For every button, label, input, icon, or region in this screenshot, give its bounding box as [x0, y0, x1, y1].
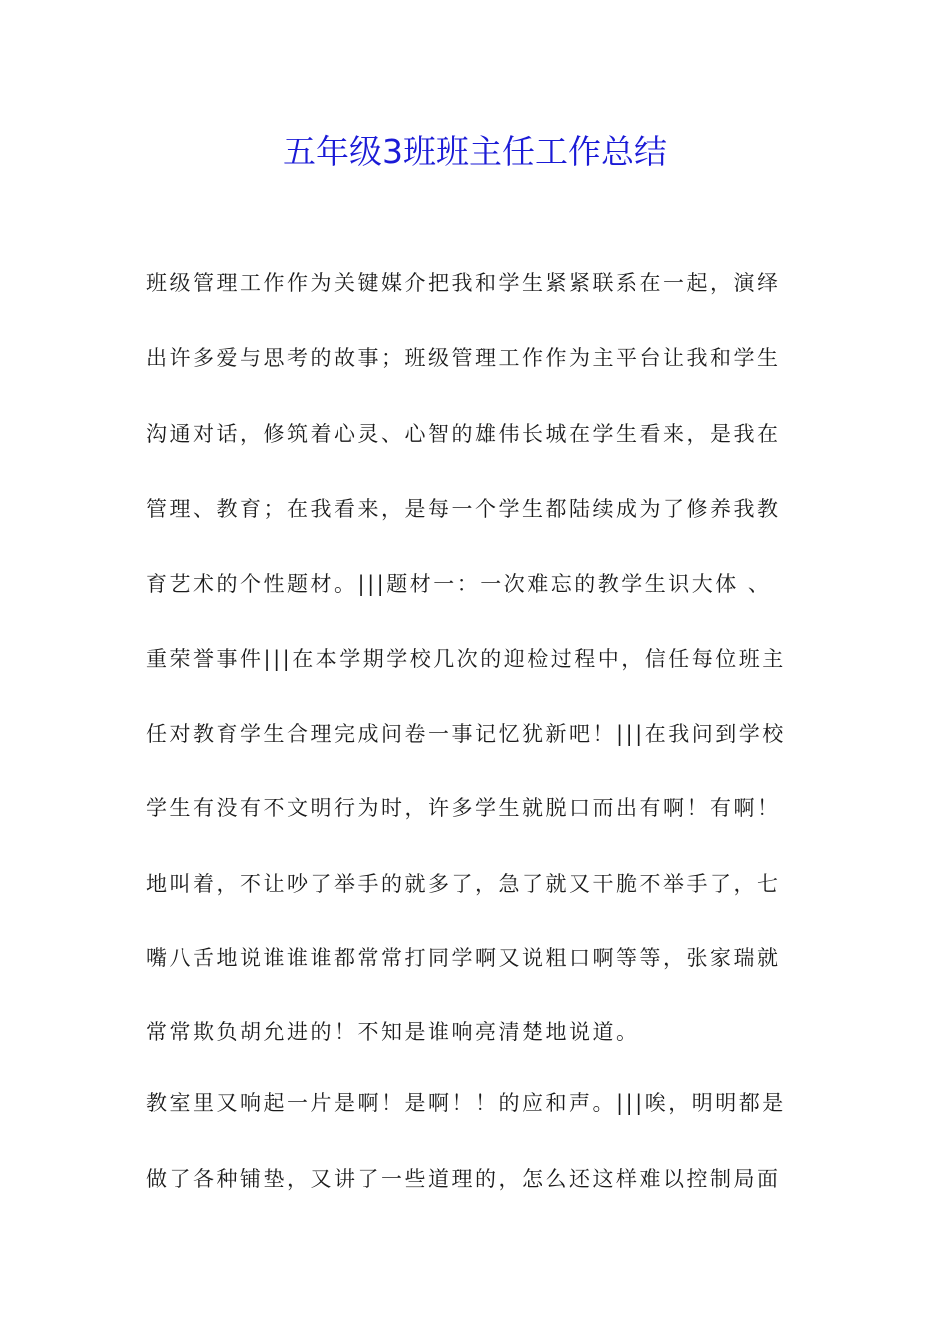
body-line-7: 任对教育学生合理完成问卷一事记忆犹新吧！|||在我问到学校: [146, 722, 786, 746]
body-line-6: 重荣誉事件|||在本学期学校几次的迎检过程中，信任每位班主: [146, 647, 786, 671]
body-line-8: 学生有没有不文明行为时，许多学生就脱口而出有啊！有啊！: [146, 796, 781, 820]
body-line-13: 做了各种铺垫，又讲了一些道理的，怎么还这样难以控制局面: [146, 1167, 781, 1191]
body-line-12: 教室里又响起一片是啊！是啊！！的应和声。|||唉，明明都是: [146, 1091, 786, 1115]
document-title: 五年级3班班主任工作总结: [283, 132, 667, 171]
body-line-2: 出许多爱与思考的故事；班级管理工作作为主平台让我和学生: [146, 346, 781, 370]
body-line-3: 沟通对话，修筑着心灵、心智的雄伟长城在学生看来，是我在: [146, 422, 781, 446]
body-line-1: 班级管理工作作为关键媒介把我和学生紧紧联系在一起，演绎: [146, 271, 781, 295]
body-line-10: 嘴八舌地说谁谁谁都常常打同学啊又说粗口啊等等，张家瑞就: [146, 946, 781, 970]
body-line-9: 地叫着，不让吵了举手的就多了，急了就又干脆不举手了，七: [146, 872, 781, 896]
body-line-5: 育艺术的个性题材。|||题材一：一次难忘的教学生识大体 、: [146, 572, 772, 596]
body-line-11: 常常欺负胡允进的！不知是谁响亮清楚地说道。: [146, 1020, 640, 1044]
body-line-4: 管理、教育；在我看来，是每一个学生都陆续成为了修养我教: [146, 497, 781, 521]
